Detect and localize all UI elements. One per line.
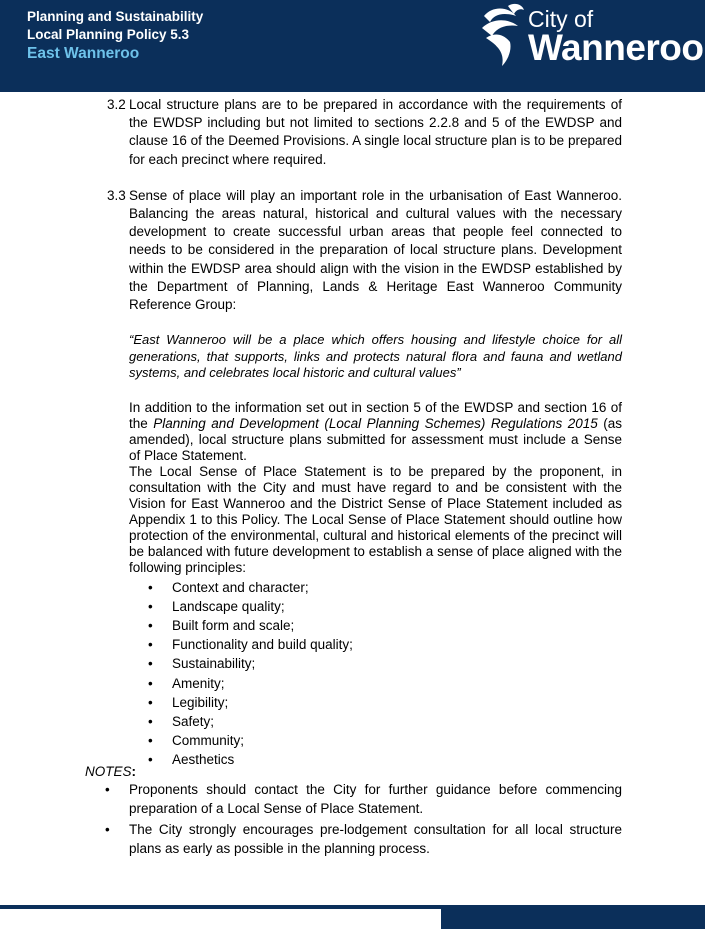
section-text: Sense of place will play an important role in the urbanisation of East Wanneroo. Balancing the areas natural, historical and cultural values with the necessary development to create successful urban areas that people feel connected to needs to be considered in the preparation of local structure plans. Development within the EWDSP area should align with the vision in the EWDSP established by the Department of Planning, Lands & Heritage East Wanneroo Community Reference Group: [129,187,622,313]
list-item: • Safety; [172,712,622,731]
list-item: • Context and character; [172,578,622,597]
bullet-icon: • [105,822,110,837]
requirements-text-start: In addition to the information set out in section 5 of the EWDSP and section 16 of the [129,399,622,431]
bullet-icon: • [148,598,153,614]
list-item: • Legibility; [172,693,622,712]
list-item: • Landscape quality; [172,597,622,616]
header-department: Planning and Sustainability [27,9,204,24]
notes-section [85,764,622,861]
requirements-paragraph [129,400,622,464]
principles-list [107,578,622,770]
list-item: • Amenity; [172,674,622,693]
list-item: • Proponents should contact the City for further guidance before commencing preparation of a Local Sense of Place Statement. [105,782,622,816]
bullet-icon: • [148,714,153,730]
logo-wanneroo-text: Wanneroo [528,27,704,68]
list-item: • Aesthetics [172,750,622,769]
swan-icon [478,2,526,68]
list-item: • The City strongly encourages pre-lodgement consultation for all local structure plans as early as possible in the planning process. [105,822,622,856]
bullet-icon: • [148,733,153,749]
list-item: • Community; [172,731,622,750]
policy-body [107,96,622,770]
footer-rule [0,905,441,909]
notes-list [85,781,622,858]
list-item: • Functionality and build quality; [172,635,622,654]
regulations-title: Planning and Development (Local Planning Schemes) Regulations 2015 [153,415,598,431]
city-of-wanneroo-logo [478,0,704,72]
bullet-icon: • [105,782,110,797]
bullet-icon: • [148,618,153,634]
section-3-2 [107,96,622,169]
bullet-icon: • [148,694,153,710]
section-3-3 [107,187,622,314]
header-policy-title: East Wanneroo [27,45,140,62]
bullet-icon: • [148,675,153,691]
list-item: • Sustainability; [172,654,622,673]
section-text: Local structure plans are to be prepared in accordance with the requirements of the EWDSP including but not limited to sections 2.2.8 and 5 of the EWDSP and clause 16 of the Deemed Provisions. A single local structure plan is to be prepared for each precinct where required. [129,97,622,167]
notes-heading: NOTES: [85,764,137,779]
vision-quote: “East Wanneroo will be a place which offers housing and lifestyle choice for all generations, that supports, links and protects natural flora and fauna and wetland systems, and celebrates local historic and cultural values” [129,332,622,381]
header-policy-number: Local Planning Policy 5.3 [27,27,190,42]
statement-paragraph: The Local Sense of Place Statement is to be prepared by the proponent, in consultation with the City and must have regard to and be consistent with the Vision for East Wanneroo and the District Sense of Place Statement included as Appendix 1 to this Policy. The Local Sense of Place Statement should outline how protection of the environmental, cultural and historical elements of the precinct will be balanced with future development to establish a sense of place aligned with the following principles: [129,463,622,575]
section-number: 3.3 [107,187,126,203]
list-item: • Built form and scale; [172,616,622,635]
bullet-icon: • [148,656,153,672]
page-header [0,0,705,92]
bullet-icon: • [148,579,153,595]
logo-city-of-text: City of [528,6,594,32]
footer-band [441,905,705,929]
bullet-icon: • [148,752,153,768]
section-number: 3.2 [107,97,126,112]
requirements-text-end: (as amended), local structure plans submitted for assessment must include a Sense of Place Statement. [129,415,622,463]
bullet-icon: • [148,637,153,653]
